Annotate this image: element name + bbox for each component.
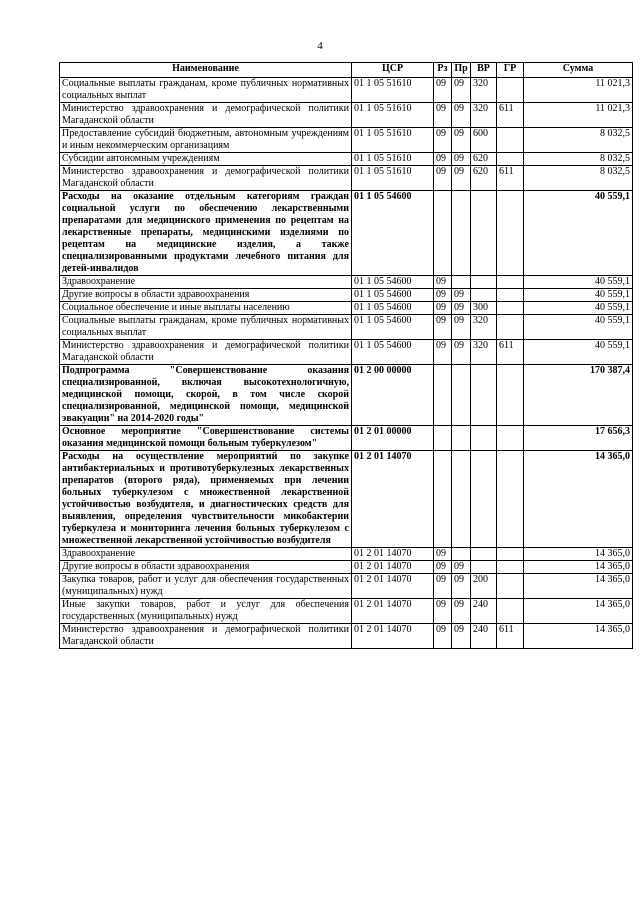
table-header-row (60, 63, 633, 78)
cell-pr: 09 (452, 78, 471, 103)
cell-name: Социальные выплаты гражданам, кроме публичных нормативных социальных выплат (60, 78, 352, 103)
header-name: Наименование (60, 63, 352, 78)
cell-rz: 09 (434, 561, 452, 574)
cell-gr (497, 574, 524, 599)
cell-rz: 09 (434, 302, 452, 315)
cell-name: Другие вопросы в области здравоохранения (60, 289, 352, 302)
cell-csr: 01 2 00 00000 (352, 365, 434, 426)
cell-name: Министерство здравоохранения и демографической политики Магаданской области (60, 624, 352, 649)
cell-name: Здравоохранение (60, 548, 352, 561)
cell-pr: 09 (452, 624, 471, 649)
cell-gr (497, 451, 524, 548)
cell-gr (497, 191, 524, 276)
cell-sum: 17 656,3 (524, 426, 633, 451)
cell-name: Министерство здравоохранения и демографической политики Магаданской области (60, 166, 352, 191)
cell-rz: 09 (434, 153, 452, 166)
table-row (60, 426, 633, 451)
cell-pr: 09 (452, 103, 471, 128)
cell-gr (497, 599, 524, 624)
cell-name: Расходы на осуществление мероприятий по закупке антибактериальных и противотуберкулезных лекарственных препаратов (второго ряда), применяемых при лечении больных туберкулезом с множественной лекарственной устойчивостью возбудителя, и диагностических средств для выявления, определения чувствительности микобактерии туберкулеза и мониторинга лечения больных туберкулезом с множественной лекарственной устойчивостью возбудителя (60, 451, 352, 548)
cell-gr: 611 (497, 166, 524, 191)
cell-gr (497, 289, 524, 302)
table-row (60, 548, 633, 561)
cell-name: Здравоохранение (60, 276, 352, 289)
cell-rz: 09 (434, 78, 452, 103)
cell-rz: 09 (434, 166, 452, 191)
cell-csr: 01 2 01 14070 (352, 599, 434, 624)
cell-rz: 09 (434, 340, 452, 365)
cell-csr: 01 2 01 14070 (352, 624, 434, 649)
cell-sum: 11 021,3 (524, 78, 633, 103)
cell-csr: 01 2 01 14070 (352, 548, 434, 561)
cell-rz: 09 (434, 624, 452, 649)
cell-vr: 320 (471, 103, 497, 128)
cell-csr: 01 2 01 14070 (352, 574, 434, 599)
cell-rz (434, 191, 452, 276)
header-gr: ГР (497, 63, 524, 78)
cell-csr: 01 2 01 14070 (352, 561, 434, 574)
cell-sum: 40 559,1 (524, 302, 633, 315)
cell-gr (497, 276, 524, 289)
table-row (60, 574, 633, 599)
cell-name: Основное мероприятие "Совершенствование системы оказания медицинской помощи больным туберкулезом" (60, 426, 352, 451)
cell-sum: 40 559,1 (524, 191, 633, 276)
cell-rz: 09 (434, 599, 452, 624)
cell-vr (471, 289, 497, 302)
cell-sum: 14 365,0 (524, 624, 633, 649)
cell-gr: 611 (497, 624, 524, 649)
cell-csr: 01 2 01 00000 (352, 426, 434, 451)
cell-gr: 611 (497, 103, 524, 128)
cell-rz: 09 (434, 128, 452, 153)
cell-sum: 40 559,1 (524, 315, 633, 340)
cell-gr (497, 548, 524, 561)
cell-vr: 200 (471, 574, 497, 599)
cell-pr (452, 276, 471, 289)
cell-pr: 09 (452, 561, 471, 574)
cell-gr (497, 128, 524, 153)
table-row (60, 128, 633, 153)
cell-sum: 40 559,1 (524, 289, 633, 302)
cell-pr: 09 (452, 289, 471, 302)
cell-vr: 300 (471, 302, 497, 315)
cell-pr: 09 (452, 315, 471, 340)
cell-name: Социальные выплаты гражданам, кроме публичных нормативных социальных выплат (60, 315, 352, 340)
cell-vr: 320 (471, 315, 497, 340)
cell-rz: 09 (434, 548, 452, 561)
cell-pr (452, 451, 471, 548)
cell-pr: 09 (452, 153, 471, 166)
cell-rz: 09 (434, 315, 452, 340)
cell-sum: 8 032,5 (524, 166, 633, 191)
header-pr: Пр (452, 63, 471, 78)
cell-gr (497, 78, 524, 103)
table-row (60, 289, 633, 302)
cell-name: Иные закупки товаров, работ и услуг для обеспечения государственных (муниципальных) нужд (60, 599, 352, 624)
cell-csr: 01 1 05 54600 (352, 340, 434, 365)
cell-pr: 09 (452, 128, 471, 153)
cell-vr: 600 (471, 128, 497, 153)
cell-vr: 240 (471, 624, 497, 649)
table-row (60, 302, 633, 315)
cell-sum: 170 387,4 (524, 365, 633, 426)
cell-sum: 14 365,0 (524, 599, 633, 624)
cell-csr: 01 1 05 51610 (352, 153, 434, 166)
cell-name: Министерство здравоохранения и демографической политики Магаданской области (60, 103, 352, 128)
cell-vr: 620 (471, 153, 497, 166)
cell-vr (471, 365, 497, 426)
cell-pr: 09 (452, 574, 471, 599)
cell-rz: 09 (434, 574, 452, 599)
table-row (60, 599, 633, 624)
table-row (60, 451, 633, 548)
cell-sum: 14 365,0 (524, 548, 633, 561)
cell-rz: 09 (434, 103, 452, 128)
cell-sum: 40 559,1 (524, 276, 633, 289)
cell-csr: 01 1 05 51610 (352, 78, 434, 103)
table-row (60, 166, 633, 191)
cell-vr (471, 548, 497, 561)
header-vr: ВР (471, 63, 497, 78)
cell-gr (497, 302, 524, 315)
cell-sum: 8 032,5 (524, 153, 633, 166)
table-row (60, 153, 633, 166)
cell-csr: 01 2 01 14070 (352, 451, 434, 548)
cell-pr: 09 (452, 302, 471, 315)
cell-csr: 01 1 05 54600 (352, 276, 434, 289)
table-row (60, 624, 633, 649)
cell-pr (452, 365, 471, 426)
header-rz: Рз (434, 63, 452, 78)
cell-csr: 01 1 05 51610 (352, 166, 434, 191)
cell-rz (434, 365, 452, 426)
cell-csr: 01 1 05 54600 (352, 289, 434, 302)
cell-pr (452, 426, 471, 451)
cell-rz (434, 451, 452, 548)
page-number: 4 (317, 40, 323, 52)
cell-pr (452, 548, 471, 561)
cell-vr: 320 (471, 340, 497, 365)
cell-rz: 09 (434, 289, 452, 302)
table-row (60, 365, 633, 426)
header-sum: Сумма (524, 63, 633, 78)
cell-csr: 01 1 05 51610 (352, 103, 434, 128)
cell-name: Министерство здравоохранения и демографической политики Магаданской области (60, 340, 352, 365)
header-csr: ЦСР (352, 63, 434, 78)
cell-name: Расходы на оказание отдельным категориям граждан социальной услуги по обеспечению лекарственными препаратами для медицинского применения по рецептам на лекарственные препараты, медицинскими изделиями по рецептам на медицинские изделия, а также специализированными продуктами лечебного питания для детей-инвалидов (60, 191, 352, 276)
table-row (60, 340, 633, 365)
cell-pr (452, 191, 471, 276)
cell-gr: 611 (497, 340, 524, 365)
cell-sum: 11 021,3 (524, 103, 633, 128)
cell-name: Субсидии автономным учреждениям (60, 153, 352, 166)
cell-vr (471, 451, 497, 548)
cell-gr (497, 315, 524, 340)
cell-vr: 240 (471, 599, 497, 624)
cell-pr: 09 (452, 166, 471, 191)
cell-name: Другие вопросы в области здравоохранения (60, 561, 352, 574)
cell-sum: 8 032,5 (524, 128, 633, 153)
cell-gr (497, 153, 524, 166)
cell-sum: 14 365,0 (524, 561, 633, 574)
cell-csr: 01 1 05 54600 (352, 315, 434, 340)
cell-name: Закупка товаров, работ и услуг для обеспечения государственных (муниципальных) нужд (60, 574, 352, 599)
cell-vr: 320 (471, 78, 497, 103)
cell-sum: 14 365,0 (524, 574, 633, 599)
cell-pr: 09 (452, 599, 471, 624)
table-row (60, 315, 633, 340)
budget-table (59, 62, 633, 649)
cell-vr: 620 (471, 166, 497, 191)
cell-name: Социальное обеспечение и иные выплаты населению (60, 302, 352, 315)
table-row (60, 103, 633, 128)
cell-vr (471, 426, 497, 451)
cell-vr (471, 561, 497, 574)
cell-sum: 40 559,1 (524, 340, 633, 365)
cell-name: Подпрограмма "Совершенствование оказания специализированной, включая высокотехнологичную, медицинской помощи, скорой, в том числе скорой специализированной, медицинской помощи, медицинской эвакуации" на 2014-2020 годы" (60, 365, 352, 426)
cell-csr: 01 1 05 54600 (352, 302, 434, 315)
cell-rz (434, 426, 452, 451)
table-row (60, 78, 633, 103)
cell-gr (497, 561, 524, 574)
cell-rz: 09 (434, 276, 452, 289)
cell-vr (471, 276, 497, 289)
table-row (60, 191, 633, 276)
cell-csr: 01 1 05 51610 (352, 128, 434, 153)
table-row (60, 276, 633, 289)
cell-gr (497, 365, 524, 426)
table-row (60, 561, 633, 574)
cell-vr (471, 191, 497, 276)
cell-gr (497, 426, 524, 451)
cell-pr: 09 (452, 340, 471, 365)
cell-sum: 14 365,0 (524, 451, 633, 548)
cell-csr: 01 1 05 54600 (352, 191, 434, 276)
cell-name: Предоставление субсидий бюджетным, автономным учреждениям и иным некоммерческим организациям (60, 128, 352, 153)
